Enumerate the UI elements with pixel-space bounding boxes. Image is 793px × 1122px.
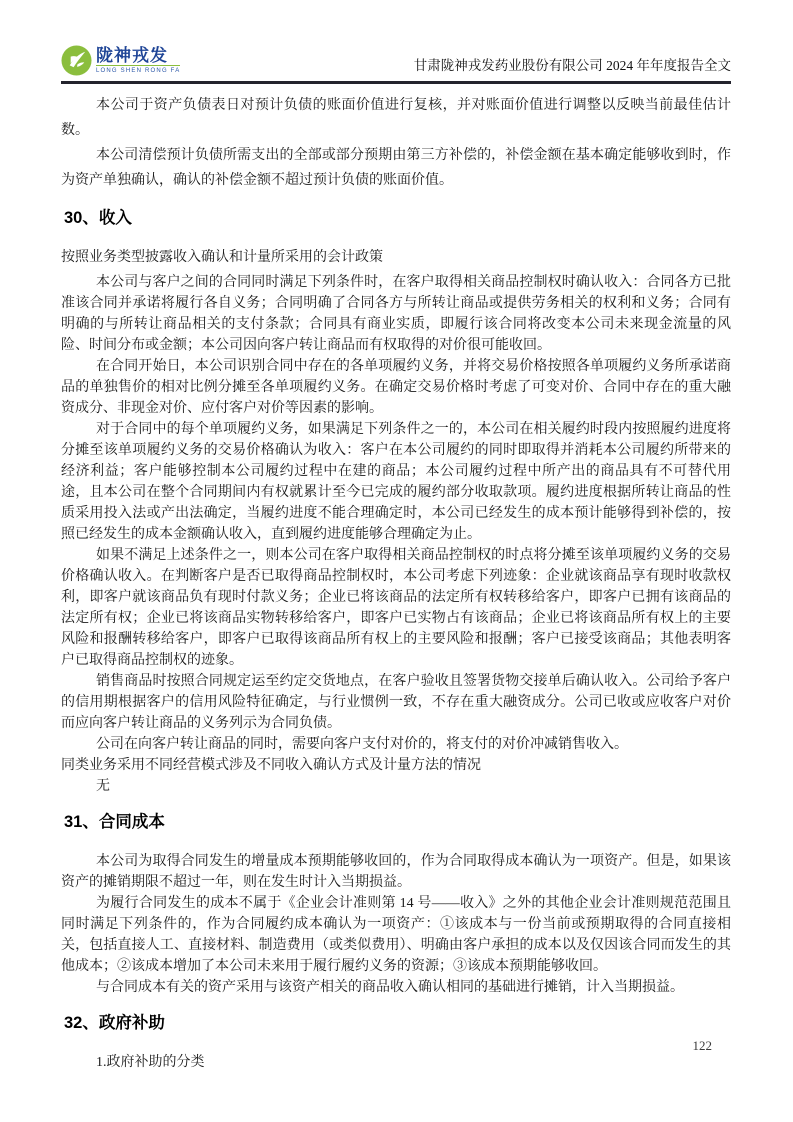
s30-paragraph-4: 如果不满足上述条件之一，则本公司在客户取得相关商品控制权的时点将分摊至该单项履约义务的交易价格确认收入。在判断客户是否已取得商品控制权时，本公司考虑下列迹象：企业就该商品享有现时收款权利，即客户就该商品负有现时付款义务；企业已将该商品的法定所有权转移给客户，即客户已拥有该商品的法定所有权；企业已将该商品实物转移给客户，即客户已实物占有该商品；企业已将该商品所有权上的主要风险和报酬转移给客户，即客户已取得该商品所有权上的主要风险和报酬；客户已接受该商品；其他表明客户已取得商品控制权的迹象。 bbox=[61, 548, 731, 668]
page-number: 122 bbox=[692, 1038, 712, 1053]
logo-mark-icon bbox=[61, 45, 92, 76]
section-heading-30-revenue: 30、收入 bbox=[64, 209, 132, 227]
s30-paragraph-3: 对于合同中的每个单项履约义务，如果满足下列条件之一的，本公司在相关履约时段内按照履约进度将分摊至该单项履约义务的交易价格确认为收入：客户在本公司履约的同时即取得并消耗本公司履约所带来的经济利益；客户能够控制本公司履约过程中在建的商品；本公司履约过程中所产出的商品具有不可替代用途，且本公司在整个合同期间内有权就累计至今已完成的履约部分收取款项。履约进度根据所转让商品的性质采用投入法或产出法确定，当履约进度不能合理确定时，本公司已经发生的成本预计能够得到补偿的，按照已经发生的成本金额确认收入，直到履约进度能够合理确定为止。 bbox=[61, 422, 731, 542]
s30-operating-mode-line: 同类业务采用不同经营模式涉及不同收入确认方式及计量方法的情况 bbox=[61, 758, 481, 773]
document-body bbox=[61, 84, 731, 1073]
s30-paragraph-2: 在合同开始日，本公司识别合同中存在的各单项履约义务，并将交易价格按照各单项履约义务所承诺商品的单独售价的相对比例分摊至各单项履约义务。在确定交易价格时考虑了可变对价、合同中存在的重大融资成分、非现金对价、应付客户对价等因素的影响。 bbox=[61, 359, 731, 416]
report-title: 甘肃陇神戎发药业股份有限公司 2024 年年度报告全文 bbox=[413, 58, 731, 73]
page-header bbox=[61, 0, 731, 84]
section-heading-31-contract-cost: 31、合同成本 bbox=[64, 813, 165, 831]
s30-policy-disclosure-line: 按照业务类型披露收入确认和计量所采用的会计政策 bbox=[61, 250, 383, 265]
intro-paragraph-1: 本公司于资产负债表日对预计负债的账面价值进行复核，并对账面价值进行调整以反映当前最佳估计数。 bbox=[61, 98, 731, 138]
brand-name-cn: 陇神戎发 bbox=[96, 46, 168, 65]
brand-name-en: LONG SHEN RONG FA bbox=[96, 65, 180, 75]
logo-text bbox=[96, 46, 180, 75]
s30-paragraph-6: 公司在向客户转让商品的同时，需要向客户支付对价的，将支付的对价冲减销售收入。 bbox=[96, 737, 628, 752]
s30-paragraph-5: 销售商品时按照合同规定运至约定交货地点，在客户验收且签署货物交接单后确认收入。公司给予客户的信用期根据客户的信用风险特征确定，与行业惯例一致，不存在重大融资成分。公司已收或应收客户对价而应向客户转让商品的义务列示为合同负债。 bbox=[61, 674, 731, 731]
intro-paragraph-2: 本公司清偿预计负债所需支出的全部或部分预期由第三方补偿的，补偿金额在基本确定能够收到时，作为资产单独确认，确认的补偿金额不超过预计负债的账面价值。 bbox=[61, 148, 731, 188]
company-logo bbox=[61, 45, 180, 76]
s30-none-label: 无 bbox=[96, 779, 110, 794]
s31-paragraph-3: 与合同成本有关的资产采用与该资产相关的商品收入确认相同的基础进行摊销，计入当期损益。 bbox=[96, 980, 684, 995]
s30-paragraph-1: 本公司与客户之间的合同同时满足下列条件时，在客户取得相关商品控制权时确认收入：合同各方已批准该合同并承诺将履行各自义务；合同明确了合同各方与所转让商品或提供劳务相关的权利和义务；合同有明确的与所转让商品相关的支付条款；合同具有商业实质，即履行该合同将改变本公司未来现金流量的风险、时间分布或金额；本公司因向客户转让商品而有权取得的对价很可能收回。 bbox=[61, 275, 731, 353]
s31-paragraph-1: 本公司为取得合同发生的增量成本预期能够收回的，作为合同取得成本确认为一项资产。但是，如果该资产的摊销期限不超过一年，则在发生时计入当期损益。 bbox=[61, 854, 731, 890]
section-heading-32-government-grants: 32、政府补助 bbox=[64, 1014, 165, 1032]
s32-item-1: 1.政府补助的分类 bbox=[96, 1055, 205, 1070]
s31-paragraph-2: 为履行合同发生的成本不属于《企业会计准则第 14 号——收入》之外的其他企业会计准则规范范围且同时满足下列条件的，作为合同履约成本确认为一项资产：①该成本与一份当前或预期取得的合同直接相关，包括直接人工、直接材料、制造费用（或类似费用）、明确由客户承担的成本以及仅因该合同而发生的其他成本；②该成本增加了本公司未来用于履行履约义务的资源；③该成本预期能够收回。 bbox=[61, 896, 731, 974]
